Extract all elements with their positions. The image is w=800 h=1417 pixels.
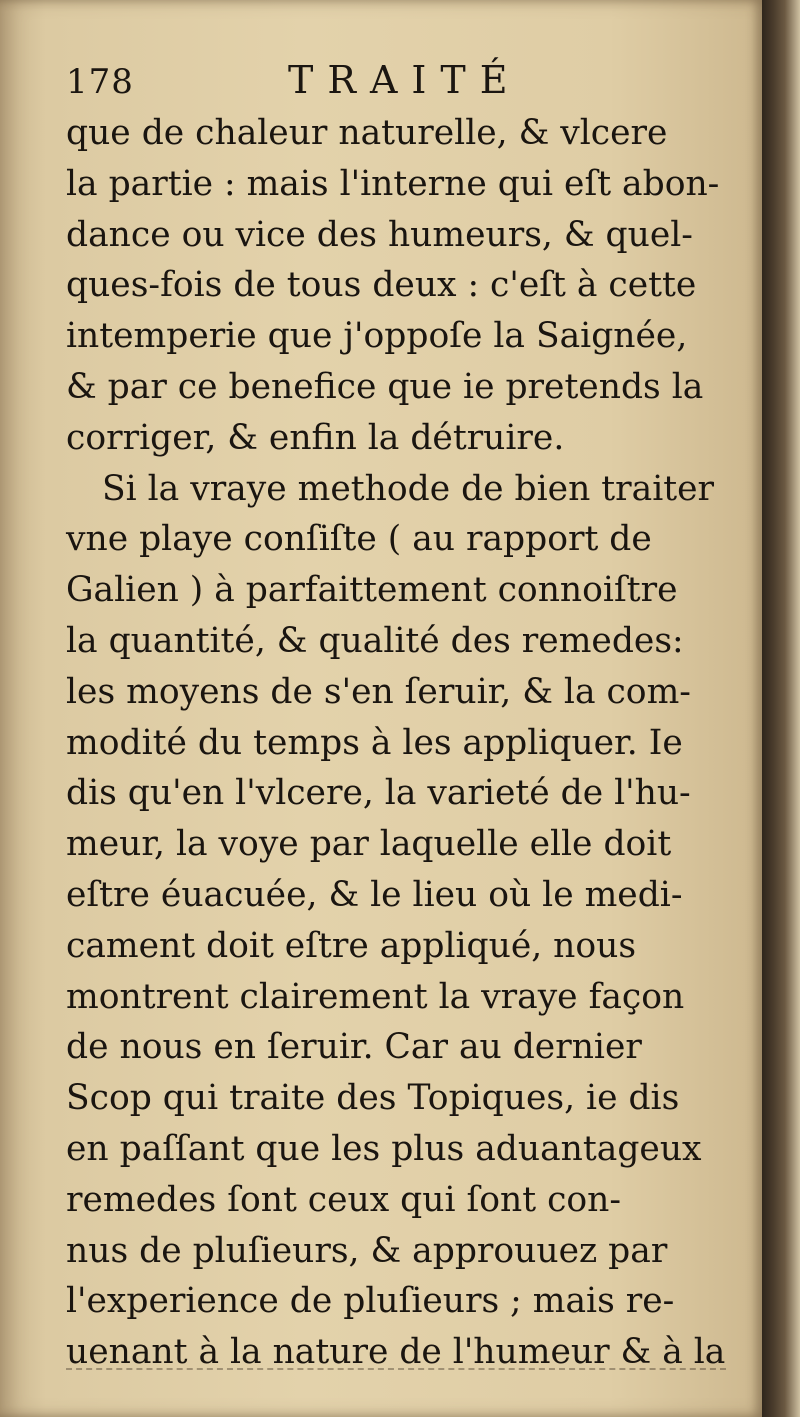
text-line: dis qu'en l'vlcere, la varieté de l'hu-: [66, 773, 691, 814]
body-text: [66, 108, 756, 1378]
text-line: & par ce benefice que ie pretends la: [66, 366, 704, 407]
text-line: Galien ) à parfaittement connoiſtre: [66, 570, 678, 611]
cropped-next-line: [66, 1368, 726, 1374]
text-line: en paſſant que les plus aduantageux: [66, 1128, 702, 1169]
text-line: de nous en ſeruir. Car au dernier: [66, 1027, 642, 1068]
text-line: la partie : mais l'interne qui eſt abon-: [66, 163, 720, 204]
text-line: corriger, & enfin la détruire.: [66, 417, 565, 458]
text-line: ques-fois de tous deux : c'eſt à cette: [66, 265, 697, 306]
text-line: modité du temps à les appliquer. Ie: [66, 722, 683, 763]
text-line: uenant à la nature de l'humeur & à la: [66, 1332, 726, 1373]
text-line: l'experience de pluſieurs ; mais re-: [66, 1281, 675, 1322]
page-header: [66, 58, 706, 106]
text-line: intemperie que j'oppoſe la Saignée,: [66, 316, 688, 357]
text-line: remedes ſont ceux qui ſont con-: [66, 1179, 622, 1220]
text-line: montrent clairement la vraye façon: [66, 976, 685, 1017]
text-line: meur, la voye par laquelle elle doit: [66, 824, 672, 865]
text-line: vne playe conſiſte ( au rapport de: [66, 519, 652, 560]
text-line: Scop qui traite des Topiques, ie dis: [66, 1078, 680, 1119]
text-line: dance ou vice des humeurs, & quel-: [66, 214, 693, 255]
running-title: TRAITÉ: [288, 58, 522, 102]
text-line: cament doit eſtre appliqué, nous: [66, 925, 637, 966]
text-line: eſtre éuacuée, & le lieu où le medi-: [66, 874, 683, 915]
page-number: 178: [66, 62, 134, 102]
text-line: que de chaleur naturelle, & vlcere: [66, 113, 668, 153]
text-line: la quantité, & qualité des remedes:: [66, 620, 684, 661]
paragraph-start-line: Si la vraye methode de bien traiter: [102, 468, 715, 509]
text-line: nus de pluſieurs, & approuuez par: [66, 1230, 668, 1271]
text-line: les moyens de s'en ſeruir, & la com-: [66, 671, 691, 712]
page-gutter-edge: [762, 0, 800, 1417]
